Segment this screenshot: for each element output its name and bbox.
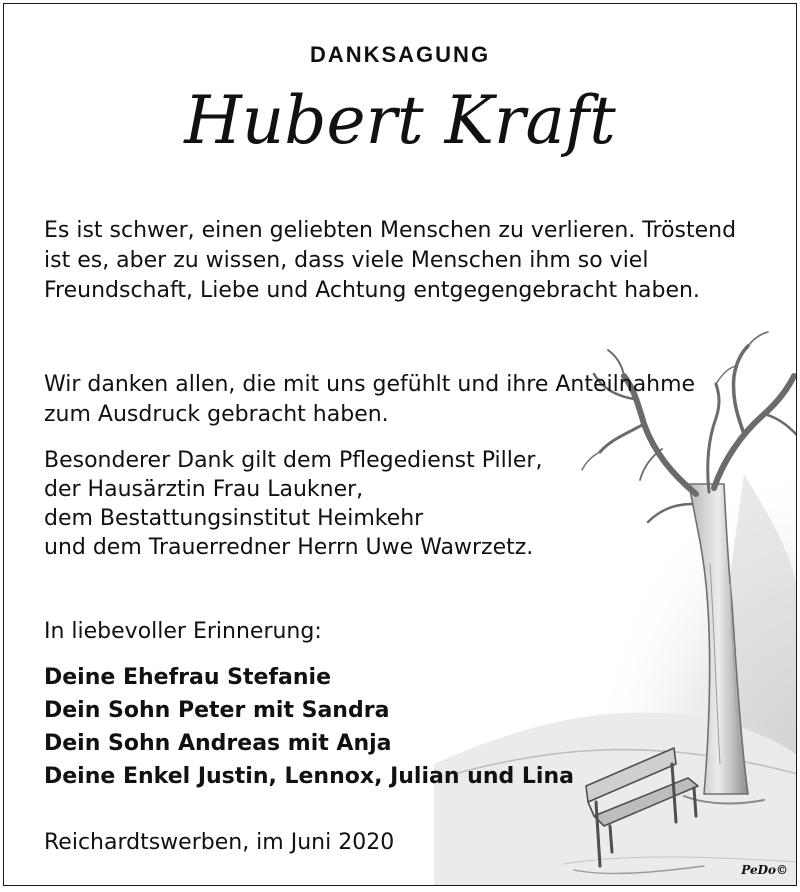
thanks-line: der Hausärztin Frau Laukner, bbox=[44, 477, 364, 502]
artist-credit: PeDo© bbox=[741, 863, 788, 877]
deceased-name: Hubert Kraft bbox=[184, 82, 616, 159]
notice-heading: DANKSAGUNG bbox=[309, 42, 491, 67]
special-thanks-block bbox=[44, 446, 542, 562]
place-date: Reichardtswerben, im Juni 2020 bbox=[44, 830, 395, 855]
intro-paragraph: Es ist schwer, einen geliebten Menschen zu verlieren. Tröstend ist es, aber zu wissen, dass viele Menschen ihm so viel Freundschaft, Liebe und Achtung entgegengebracht haben. bbox=[44, 218, 737, 303]
obituary-card bbox=[3, 3, 797, 886]
thanks-line: Besonderer Dank gilt dem Pflegedienst Piller, bbox=[44, 448, 543, 473]
family-member: Dein Sohn Andreas mit Anja bbox=[44, 731, 392, 756]
family-signatures bbox=[44, 661, 574, 793]
thanks-line: und dem Trauerredner Herrn Uwe Wawrzetz. bbox=[44, 535, 534, 560]
family-member: Deine Ehefrau Stefanie bbox=[44, 665, 331, 690]
family-member: Dein Sohn Peter mit Sandra bbox=[44, 698, 390, 723]
thanks-line: dem Bestattungsinstitut Heimkehr bbox=[44, 506, 424, 531]
signoff-line: In liebevoller Erinnerung: bbox=[44, 619, 322, 644]
family-member: Deine Enkel Justin, Lennox, Julian und Lina bbox=[44, 764, 574, 789]
thanks-paragraph: Wir danken allen, die mit uns gefühlt und ihre Anteilnahme zum Ausdruck gebracht haben. bbox=[44, 372, 696, 427]
